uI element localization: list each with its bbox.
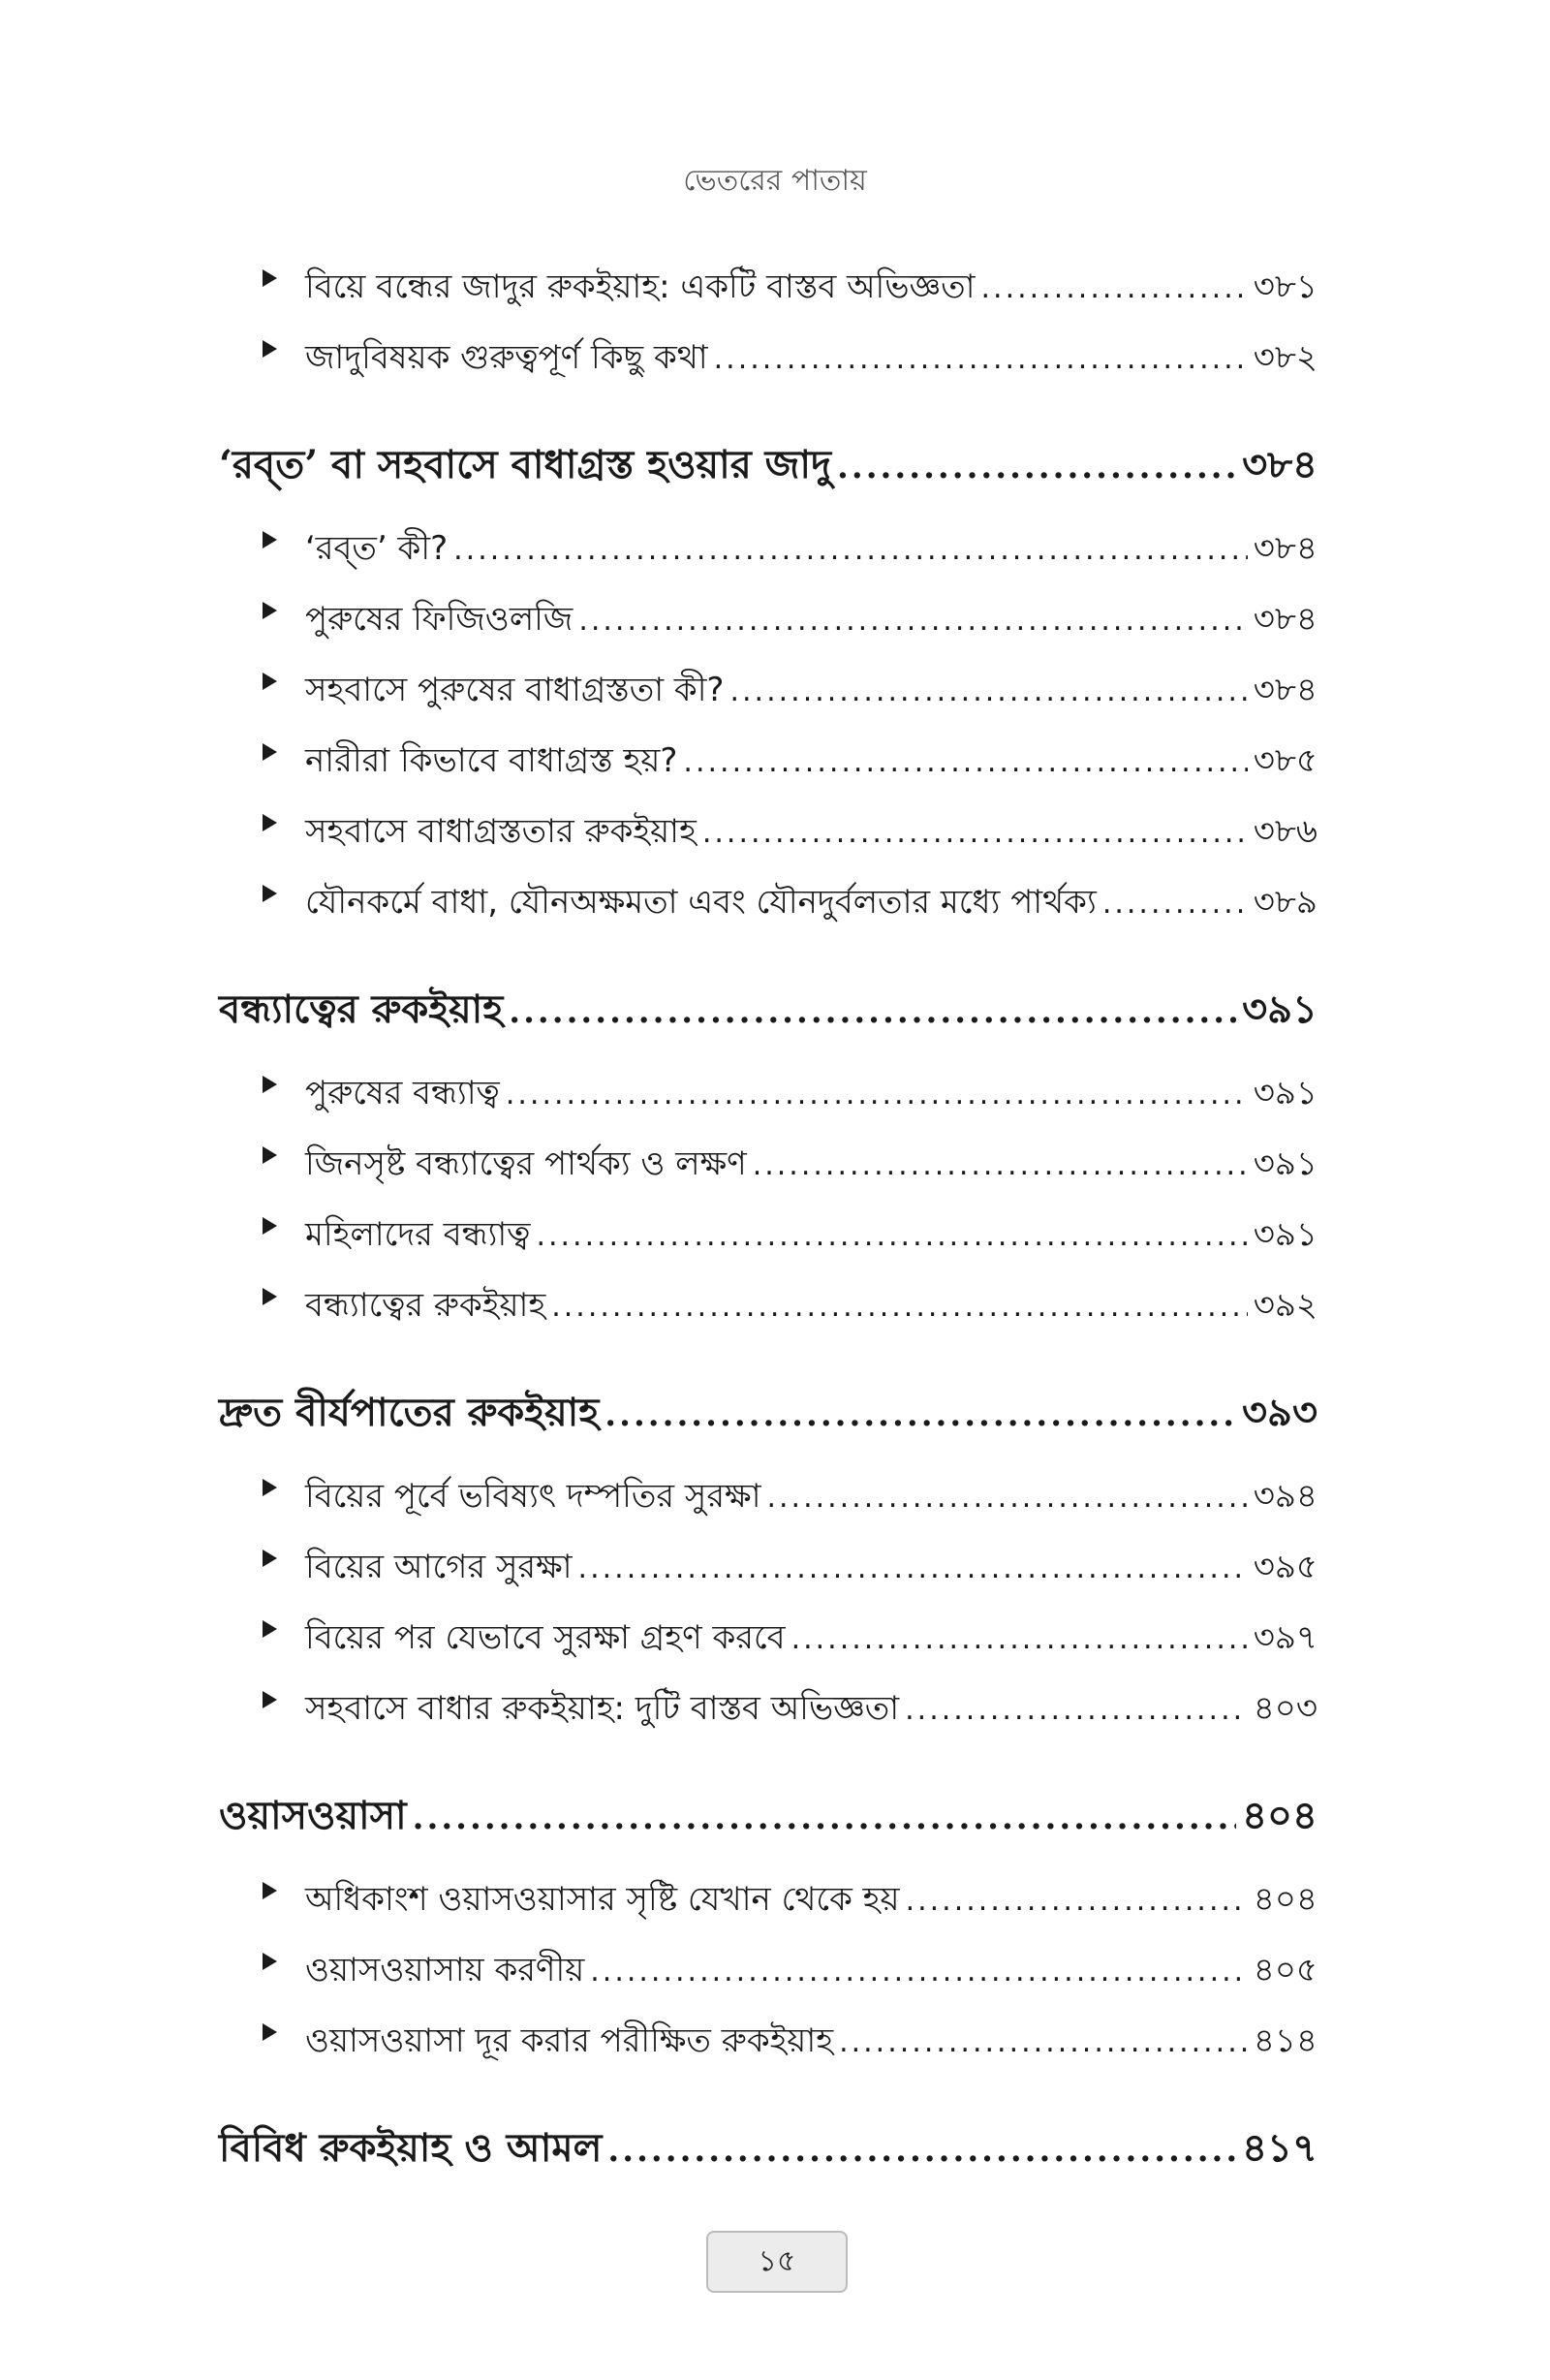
dot-leader — [453, 515, 1248, 585]
page-ref: ৩৯১ — [1253, 1215, 1318, 1254]
toc-row — [263, 1200, 1318, 1270]
dot-leader — [702, 798, 1248, 868]
bullet-triangle-icon — [263, 2023, 277, 2041]
entry-title: জাদুবিষয়ক গুরুত্বপূর্ণ কিছু কথা — [305, 338, 708, 377]
toc-entry[interactable] — [219, 867, 1318, 938]
toc-row — [263, 867, 1318, 938]
bullet-triangle-icon — [263, 340, 277, 358]
running-head: ভেতরের পাতায় — [683, 164, 867, 198]
entry-title: বিয়ের আগের সুরক্ষা — [305, 1548, 573, 1586]
bullet-triangle-icon — [263, 814, 277, 831]
toc-entry[interactable] — [219, 2006, 1318, 2077]
dot-leader — [837, 419, 1236, 516]
table-of-contents — [219, 252, 1318, 2197]
dot-leader — [905, 1675, 1248, 1745]
toc-section[interactable] — [219, 1768, 1318, 1864]
dot-leader — [536, 1201, 1247, 1271]
toc-row — [263, 1129, 1318, 1200]
entry-title: ওয়াসওয়াসায় করণীয় — [305, 1951, 585, 1989]
toc-row — [219, 1364, 1318, 1463]
page-ref: ৩৮৪ — [1253, 529, 1318, 568]
toc-row — [263, 797, 1318, 867]
toc-row — [263, 1864, 1318, 1935]
bullet-triangle-icon — [263, 885, 277, 902]
toc-entry[interactable] — [219, 1461, 1318, 1532]
page-ref: ৪০৫ — [1253, 1951, 1318, 1989]
toc-entry[interactable] — [219, 1935, 1318, 2006]
dot-leader — [906, 1865, 1248, 1936]
entry-title: বিয়ে বন্ধের জাদুর রুকইয়াহ: একটি বাস্তব অভিজ্ঞতা — [305, 267, 976, 306]
toc-entry[interactable] — [219, 584, 1318, 655]
page-ref: ৩৮২ — [1253, 338, 1318, 377]
page-ref: ৪০৪ — [1253, 1880, 1318, 1919]
toc-section[interactable] — [219, 961, 1318, 1058]
toc-section[interactable] — [219, 1364, 1318, 1461]
toc-section[interactable] — [219, 417, 1318, 514]
toc-row — [263, 252, 1318, 323]
page-ref: ৩৮৪ — [1242, 442, 1318, 487]
page-ref: ৩৮১ — [1253, 267, 1318, 306]
entry-title: যৌনকর্মে বাধা, যৌনঅক্ষমতা এবং যৌনদুর্বলতার মধ্যে পার্থক্য — [305, 883, 1097, 922]
toc-row — [263, 1935, 1318, 2006]
toc-section[interactable] — [219, 2100, 1318, 2197]
bullet-triangle-icon — [263, 673, 277, 690]
page-ref: ৩৯৭ — [1253, 1618, 1318, 1657]
toc-row — [263, 726, 1318, 797]
bullet-triangle-icon — [263, 1146, 277, 1164]
bullet-triangle-icon — [263, 269, 277, 287]
dot-leader — [506, 1059, 1248, 1130]
section-title: দ্রুত বীর্যপাতের রুকইয়াহ — [219, 1390, 600, 1435]
toc-row — [263, 1461, 1318, 1532]
bullet-triangle-icon — [263, 602, 277, 619]
toc-row — [263, 2006, 1318, 2077]
dot-leader — [578, 1533, 1248, 1604]
entry-title: পুরুষের বন্ধ্যাত্ব — [305, 1074, 500, 1112]
bullet-triangle-icon — [263, 1620, 277, 1638]
toc-entry[interactable] — [219, 514, 1318, 584]
page-ref: ৩৯৩ — [1242, 1390, 1318, 1435]
toc-row — [219, 417, 1318, 516]
entry-title: সহবাসে বাধার রুকইয়াহ: দুটি বাস্তব অভিজ্ঞতা — [305, 1689, 900, 1728]
toc-entry[interactable] — [219, 1864, 1318, 1935]
page-ref: ৩৮৫ — [1253, 741, 1318, 780]
bullet-triangle-icon — [263, 1288, 277, 1305]
toc-entry[interactable] — [219, 726, 1318, 797]
section-title: ওয়াসওয়াসা — [219, 1793, 407, 1838]
bullet-triangle-icon — [263, 1550, 277, 1567]
page-ref: ৪১৪ — [1253, 2021, 1318, 2060]
page-ref: ৩৮৪ — [1253, 671, 1318, 709]
toc-entry[interactable] — [219, 1058, 1318, 1129]
bullet-triangle-icon — [263, 1076, 277, 1093]
dot-leader — [753, 1130, 1248, 1201]
dot-leader — [981, 253, 1248, 324]
page-ref: ৪০৩ — [1253, 1689, 1318, 1728]
toc-entry[interactable] — [219, 252, 1318, 323]
page-ref: ৩৮৬ — [1253, 812, 1318, 851]
entry-title: জিনসৃষ্ট বন্ধ্যাত্বের পার্থক্য ও লক্ষণ — [305, 1144, 747, 1183]
toc-row — [263, 323, 1318, 393]
bullet-triangle-icon — [263, 531, 277, 548]
entry-title: বিয়ের পূর্বে ভবিষ্যৎ দম্পতির সুরক্ষা — [305, 1477, 761, 1516]
toc-entry[interactable] — [219, 1270, 1318, 1341]
section-title: বিবিধ রুকইয়াহ ও আমল — [219, 2125, 603, 2171]
entry-title: সহবাসে বাধাগ্রস্ততার রুকইয়াহ — [305, 812, 697, 851]
page-ref: ৪১৭ — [1242, 2125, 1318, 2171]
dot-leader — [791, 1604, 1248, 1675]
dot-leader — [509, 963, 1236, 1060]
entry-title: মহিলাদের বন্ধ্যাত্ব — [305, 1215, 531, 1254]
dot-leader — [590, 1936, 1248, 2007]
entry-title: অধিকাংশ ওয়াসওয়াসার সৃষ্টি যেখান থেকে হয় — [305, 1880, 900, 1919]
toc-entry[interactable] — [219, 1532, 1318, 1603]
bullet-triangle-icon — [263, 743, 277, 761]
page-ref: ৩৮৯ — [1253, 883, 1318, 922]
toc-row — [263, 584, 1318, 655]
dot-leader — [604, 1366, 1236, 1463]
bullet-triangle-icon — [263, 1217, 277, 1235]
toc-entry[interactable] — [219, 323, 1318, 393]
entry-title: সহবাসে পুরুষের বাধাগ্রস্ততা কী? — [305, 671, 725, 709]
page-ref: ৩৯১ — [1242, 986, 1318, 1032]
page-ref: ৩৯৪ — [1253, 1477, 1318, 1516]
toc-entry[interactable] — [219, 797, 1318, 867]
dot-leader — [551, 1271, 1247, 1342]
bullet-triangle-icon — [263, 1479, 277, 1496]
dot-leader — [839, 2007, 1248, 2078]
dot-leader — [578, 585, 1247, 656]
page-ref: ৪০৪ — [1242, 1793, 1318, 1838]
page-ref: ৩৯৫ — [1253, 1548, 1318, 1586]
toc-row — [263, 655, 1318, 726]
entry-title: ‘রব্‌ত’ কী? — [305, 529, 449, 568]
toc-row — [219, 2100, 1318, 2199]
page-ref: ৩৯২ — [1253, 1286, 1318, 1325]
entry-title: বিয়ের পর যেভাবে সুরক্ষা গ্রহণ করবে — [305, 1618, 786, 1657]
toc-entry[interactable] — [219, 655, 1318, 726]
toc-row — [263, 1603, 1318, 1674]
bullet-triangle-icon — [263, 1953, 277, 1970]
section-title: ‘রব্‌ত’ বা সহবাসে বাধাগ্রস্ত হওয়ার জাদু — [219, 442, 832, 487]
toc-row — [263, 514, 1318, 584]
toc-entry[interactable] — [219, 1603, 1318, 1674]
dot-leader — [607, 2102, 1236, 2199]
toc-entry[interactable] — [219, 1129, 1318, 1200]
bullet-triangle-icon — [263, 1691, 277, 1708]
toc-row — [263, 1532, 1318, 1603]
bullet-triangle-icon — [263, 1882, 277, 1899]
entry-title: বন্ধ্যাত্বের রুকইয়াহ — [305, 1286, 546, 1325]
page-ref: ৩৮৪ — [1253, 600, 1318, 639]
toc-row — [219, 1768, 1318, 1866]
toc-row — [263, 1058, 1318, 1129]
toc-entry[interactable] — [219, 1200, 1318, 1270]
toc-row — [263, 1270, 1318, 1341]
page-ref: ৩৯১ — [1253, 1074, 1318, 1112]
dot-leader — [413, 1769, 1236, 1866]
toc-row — [219, 961, 1318, 1060]
dot-leader — [714, 324, 1248, 394]
toc-entry[interactable] — [219, 1674, 1318, 1744]
dot-leader — [729, 656, 1247, 727]
entry-title: পুরুষের ফিজিওলজি — [305, 600, 574, 639]
entry-title: ওয়াসওয়াসা দূর করার পরীক্ষিত রুকইয়াহ — [305, 2021, 834, 2060]
toc-row — [263, 1674, 1318, 1744]
dot-leader — [1102, 868, 1248, 939]
page-number: ১৫ — [706, 2231, 848, 2293]
dot-leader — [766, 1462, 1247, 1533]
section-title: বন্ধ্যাত্বের রুকইয়াহ — [219, 986, 504, 1032]
entry-title: নারীরা কিভাবে বাধাগ্রস্ত হয়? — [305, 741, 678, 780]
page-ref: ৩৯১ — [1253, 1144, 1318, 1183]
dot-leader — [683, 727, 1247, 798]
